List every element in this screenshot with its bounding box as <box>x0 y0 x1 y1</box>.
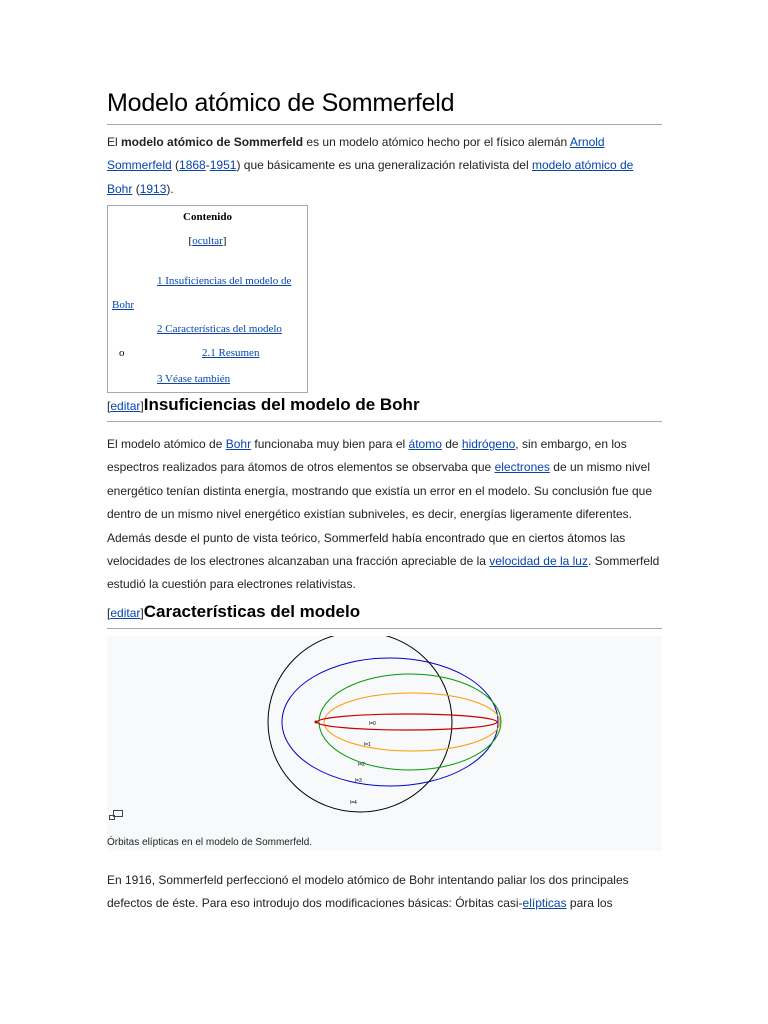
toc-item-2-1[interactable]: 2.1 Resumen <box>202 347 260 359</box>
toc-hide-control <box>108 235 307 247</box>
toc-hide-link[interactable]: ocultar <box>192 235 223 247</box>
link-modelo-atomico-bohr[interactable]: modelo atómico de <box>531 158 634 173</box>
nucleus <box>315 721 318 724</box>
toc-item-3[interactable]: 3 Véase también <box>157 373 231 385</box>
link-hidrogeno[interactable]: hidrógeno <box>461 437 516 451</box>
intro-text: ). <box>166 181 174 196</box>
edit-bracket: ] <box>140 606 144 620</box>
page-title: Modelo atómico de Sommerfeld <box>107 88 662 125</box>
body-text: . Sommerfeld estudió la cuestión para electrones relativistas. <box>107 554 660 592</box>
orbit-label: l=4 <box>350 800 357 806</box>
toc-title: Contenido <box>183 211 232 223</box>
link-bohr[interactable]: Bohr <box>225 437 252 451</box>
figure-caption: Órbitas elípticas en el modelo de Sommerfeld. <box>107 837 313 848</box>
link-velocidad-luz[interactable]: velocidad de la luz <box>489 554 588 569</box>
orbit-label: l=0 <box>369 721 376 727</box>
table-of-contents <box>107 205 308 393</box>
orbits-diagram[interactable] <box>107 636 662 836</box>
link-arnold[interactable]: Arnold <box>569 135 605 149</box>
body-text: En 1916, Sommerfeld perfeccionó el modelo atómico de Bohr intentando paliar los dos principales defectos de éste. Para eso introdujo dos modificaciones básicas: Órbitas casi- <box>107 873 629 911</box>
link-atomo[interactable]: átomo <box>408 437 442 451</box>
section-title: Características del modelo <box>143 602 361 621</box>
body-text: de <box>441 437 462 451</box>
edit-bracket: [ <box>107 399 111 413</box>
intro-bold-term: modelo atómico de Sommerfeld <box>121 135 304 149</box>
edit-link[interactable]: editar <box>110 399 141 413</box>
body-text: para los <box>566 896 613 911</box>
toc-bracket: ] <box>222 235 227 247</box>
orbits-figure <box>107 636 662 851</box>
section-heading-caracteristicas <box>107 601 662 629</box>
orbit-label: l=3 <box>355 778 362 784</box>
link-sommerfeld[interactable]: Sommerfeld <box>107 158 172 173</box>
link-1951[interactable]: 1951 <box>209 158 237 173</box>
body-text: funcionaba muy bien para el <box>251 437 409 451</box>
toc-bracket: [ <box>188 235 193 247</box>
link-1913[interactable]: 1913 <box>139 181 167 196</box>
link-electrones[interactable]: electrones <box>494 460 550 475</box>
section-title: Insuficiencias del modelo de Bohr <box>143 395 420 414</box>
toc-item-1-cont[interactable]: Bohr <box>112 299 134 311</box>
body-text: , sin embargo, en los espectros realizados para átomos de otros elementos se observaba que <box>107 437 627 475</box>
intro-text: - <box>205 158 210 173</box>
orbit-label: l=1 <box>364 742 371 748</box>
link-modelo-atomico-bohr-2[interactable]: Bohr <box>107 181 133 196</box>
edit-section <box>107 606 144 620</box>
closing-paragraph <box>107 869 667 916</box>
edit-link[interactable]: editar <box>110 606 141 620</box>
intro-text: ) que básicamente es una generalización relativista del <box>236 158 532 173</box>
link-1868[interactable]: 1868 <box>179 158 206 173</box>
edit-bracket: ] <box>140 399 144 413</box>
orbit-l3 <box>282 658 498 786</box>
section1-paragraph <box>107 433 667 597</box>
body-text: El modelo atómico de <box>107 437 226 451</box>
toc-item-1[interactable]: 1 Insuficiencias del modelo de <box>157 275 292 287</box>
orbit-l2 <box>319 674 501 770</box>
intro-paragraph <box>107 131 667 201</box>
intro-text: ( <box>171 158 180 173</box>
toc-bullet: o <box>119 347 125 359</box>
link-elipticas[interactable]: elípticas <box>522 896 567 911</box>
body-text: de un mismo nivel energético tenían distinta energía, mostrando que existía un error en el modelo. Su conclusión fue que dentro de un mismo nivel energético existían subniveles, es decir, energías ligeramente diferentes. Además desde el punto de vista teórico, Sommerfeld había encontrado que en ciertos átomos las velocidades de los electrones alcanzaban una fracción apreciable de la <box>107 460 653 569</box>
intro-text: ( <box>132 181 140 196</box>
intro-text: es un modelo atómico hecho por el físico alemán <box>303 135 570 149</box>
toc-item-2[interactable]: 2 Características del modelo <box>157 323 282 335</box>
orbit-label: l=2 <box>358 762 365 768</box>
intro-text: El <box>107 135 122 149</box>
edit-bracket: [ <box>107 606 111 620</box>
edit-section <box>107 399 144 413</box>
section-heading-insuficiencias <box>107 394 662 422</box>
orbit-l4 <box>268 636 452 812</box>
orbit-l1 <box>324 693 500 751</box>
orbit-l0 <box>317 714 497 730</box>
